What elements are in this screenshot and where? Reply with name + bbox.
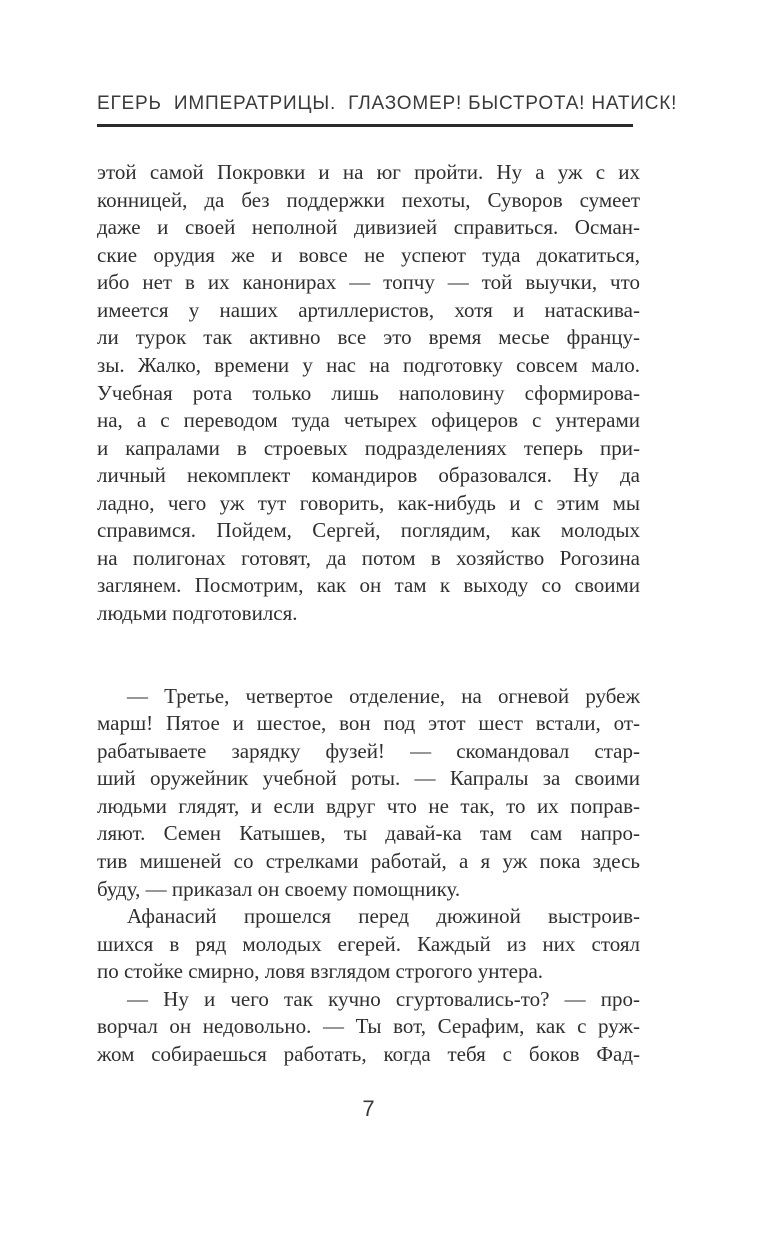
text-line: ший оружейник учебной роты. — Капралы за своими (97, 766, 640, 791)
text-line: личный некомплект командиров образовался. Ну да (97, 463, 640, 488)
text-line: даже и своей неполной дивизией справиться. Осман- (97, 215, 640, 240)
text-line: ли турок так активно все это время месье францу- (97, 325, 640, 350)
text-line: ляют. Семен Катышев, ты давай-ка там сам напро- (97, 821, 640, 846)
text-line: на, а с переводом туда четырех офицеров с унтерами (97, 408, 640, 433)
text-line: этой самой Покровки и на юг пройти. Ну а уж с их (97, 160, 640, 184)
text-line: рабатываете зарядку фузей! — скомандовал стар- (97, 738, 640, 763)
text-line: ладно, чего уж тут говорить, как-нибудь и с этим мы (97, 490, 640, 515)
page-number: 7 (362, 1096, 375, 1121)
text-line: шихся в ряд молодых егерей. Каждый из них стоял (97, 931, 640, 956)
paragraph (97, 903, 640, 986)
text-line: имеется у наших артиллеристов, хотя и натаскива- (97, 297, 640, 322)
text-line: Афанасий прошелся перед дюжиной выстроив- (127, 904, 640, 929)
text-line: людьми глядят, и если вдруг что не так, то их поправ- (97, 793, 640, 818)
text-line: ские орудия же и вовсе не успеют туда докатиться, (97, 242, 640, 267)
text-line: на полигонах готовят, да потом в хозяйство Рогозина (97, 545, 640, 570)
text-line: справимся. Пойдем, Сергей, поглядим, как молодых (97, 518, 640, 543)
running-header: ЕГЕРЬ ИМПЕРАТРИЦЫ. ГЛАЗОМЕР! БЫСТРОТА! НАТИСК! (97, 93, 633, 127)
text-line: конницей, да без поддержки пехоты, Суворов сумеет (97, 187, 640, 212)
text-line: заглянем. Посмотрим, как он там к выходу со своими (97, 573, 640, 598)
text-line: тив мишеней со стрелками работай, а я уж пока здесь (97, 848, 640, 873)
text-line: жом собираешься работать, когда тебя с боков Фад- (97, 1041, 640, 1066)
text-line: по стойке смирно, ловя взглядом строгого унтера. (97, 959, 544, 984)
text-line: Учебная рота только лишь наполовину сформирова- (97, 380, 640, 405)
page-text (97, 159, 640, 1068)
text-line: ворчал он недовольно. — Ты вот, Серафим, как с руж- (97, 1014, 640, 1039)
text-line: буду, — приказал он своему помощнику. (97, 876, 461, 901)
paragraph (97, 159, 640, 628)
text-line: марш! Пятое и шестое, вон под этот шест встали, от- (97, 711, 640, 736)
text-line: — Ну и чего так кучно сгуртовались-то? — про- (127, 986, 640, 1011)
text-line: ибо нет в их канонирах — топчу — той выучки, что (97, 270, 640, 295)
text-line: людьми подготовился. (97, 601, 298, 625)
paragraph (97, 683, 640, 904)
paragraph (97, 986, 640, 1069)
text-line: — Третье, четвертое отделение, на огневой рубеж (127, 683, 640, 708)
text-line: зы. Жалко, времени у нас на подготовку совсем мало. (97, 352, 640, 377)
text-line: и капралами в строевых подразделениях теперь при- (97, 435, 640, 460)
